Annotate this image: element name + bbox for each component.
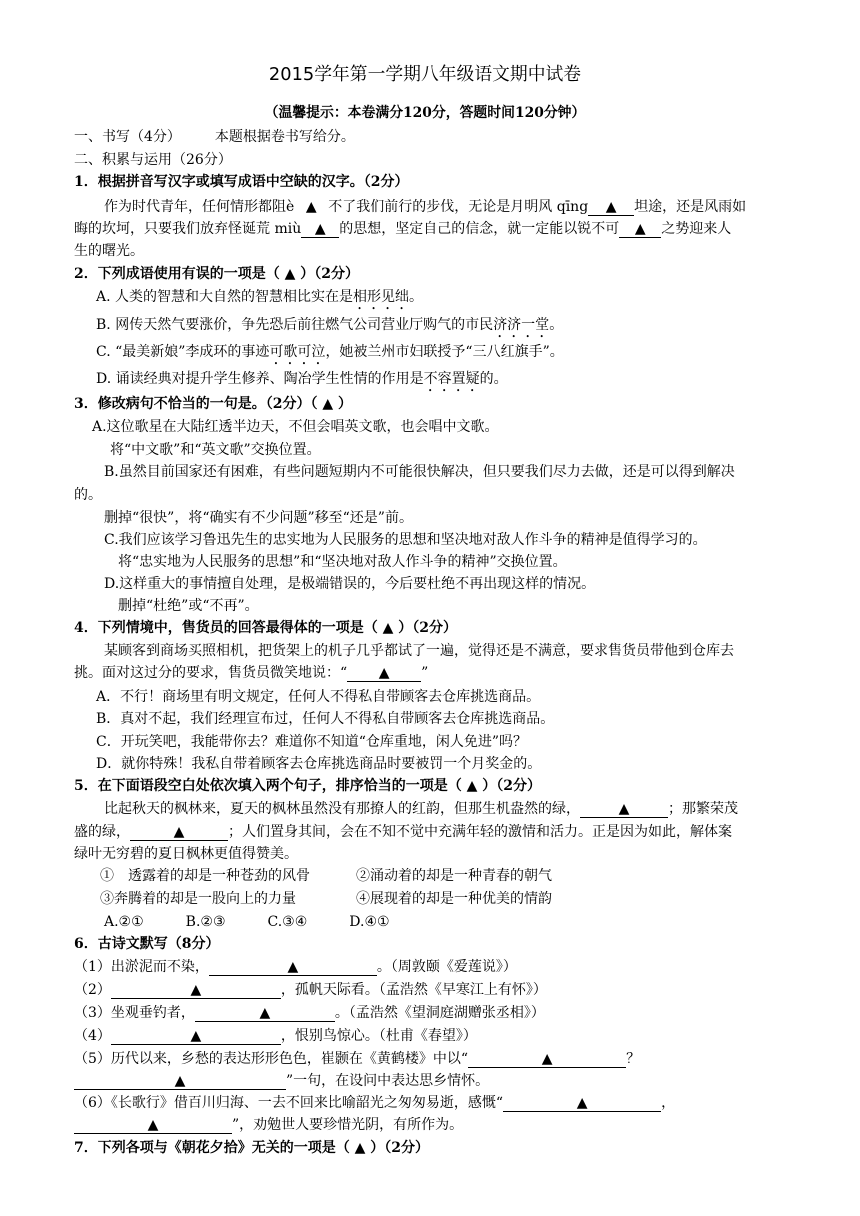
exam-note: （温馨提示：本卷满分120分，答题时间120分钟） [264, 105, 586, 121]
q4-option-a: A．不行！商场里有明文规定，任何人不得私自带顾客去仓库挑选商品。 [96, 689, 541, 705]
q1-blank-3[interactable]: ▲ [301, 222, 339, 238]
q1-stem: 1．根据拼音写汉字或填写成语中空缺的汉字。（2分） [74, 174, 409, 190]
q6-item-5: （5）历代以来，乡愁的表达形形色色，崔颢在《黄鹤楼》中以“ ▲ ？ [74, 1051, 641, 1067]
q5-stem: 5．在下面语段空白处依次填入两个句子，排序恰当的一项是（ ▲ ）（2分） [74, 778, 541, 794]
q6-item-6: （6）《长歌行》借百川归海、一去不回来比喻韶光之匆匆易逝，感慨“ ▲ ， [74, 1095, 676, 1111]
q6-blank-1[interactable]: ▲ [209, 960, 377, 976]
q6-blank-2[interactable]: ▲ [111, 983, 281, 999]
q5-passage-2: 盛的绿， ▲ ；人们置身其间，会在不知不觉中充满年轻的激情和活力。正是因为如此，解体案 [74, 824, 732, 840]
q6-item-2: （2） ▲ ，孤帆天际看。（孟浩然《早寒江上有怀》） [74, 982, 547, 998]
q5-passage-3: 绿叶无穷碧的夏日枫林更值得赞美。 [74, 846, 298, 862]
q3-option-a: A.这位歌星在大陆红透半边天，不但会唱英文歌，也会唱中文歌。 [92, 419, 499, 435]
q2-stem: 2．下列成语使用有误的一项是（ ▲ ）（2分） [74, 266, 359, 282]
q5-opt-4: ④展现着的却是一种优美的情韵 [356, 891, 552, 907]
q4-blank[interactable]: ▲ [347, 666, 421, 682]
q3-option-d: D.这样重大的事情擅自处理，是极端错误的，今后要杜绝不再出现这样的情况。 [104, 576, 596, 592]
q4-passage-2: 挑。面对这过分的要求，售货员微笑地说：“ ▲ ” [74, 665, 429, 681]
q6-item-6-cont: ▲ ”，劝勉世人要珍惜光阴，有所作为。 [74, 1116, 463, 1134]
q4-option-d: D．就你特殊！我私自带着顾客去仓库挑选商品时要被罚一个月奖金的。 [96, 756, 542, 772]
q5-opt-3: ③奔腾着的却是一股向上的力量 [100, 891, 296, 907]
q1-blank-2[interactable]: ▲ [588, 200, 634, 216]
q6-blank-4[interactable]: ▲ [111, 1029, 281, 1045]
q1-line-2: 晦的坎坷，只要我们放弃怪诞荒 miù ▲ 的思想，坚定自己的信念，就一定能以锐不可 ▲ 之势迎来人 [74, 221, 732, 237]
q3-option-b: B.虽然目前国家还有困难，有些问题短期内不可能很快解决，但只要我们尽力去做，还是可以得到解决 [104, 464, 735, 480]
q3-fix-b: 删掉“很快”，将“确实有不少问题”移至“还是”前。 [104, 510, 413, 526]
q4-option-b: B．真对不起，我们经理宣布过，任何人不得私自带顾客去仓库挑选商品。 [96, 711, 555, 727]
q5-passage-1: 比起秋天的枫林来，夏天的枫林虽然没有那撩人的红韵，但那生机盎然的绿， ▲ ；那繁荣茂 [104, 801, 738, 817]
q5-blank-2[interactable]: ▲ [130, 825, 228, 841]
q6-item-5-cont: ▲ ”一句，在设问中表达思乡情怀。 [74, 1072, 489, 1090]
q6-blank-6b[interactable]: ▲ [74, 1118, 232, 1134]
q5-choices: A.②① B.②③ C.③④ D.④① [104, 914, 390, 930]
q3-fix-a: 将“中文歌”和“英文歌”交换位置。 [110, 442, 321, 458]
q3-stem: 3．修改病句不恰当的一句是。（2分）（ ▲ ） [74, 396, 352, 412]
q2-option-c: C. “最美新娘”李成环的事迹可歌可泣，她被兰州市妇联授予“三八红旗手”。 [96, 344, 564, 360]
q3-fix-c: 将“忠实地为人民服务的思想”和“坚决地对敌人作斗争的精神”交换位置。 [118, 554, 567, 570]
q6-item-1: （1）出淤泥而不染， ▲ 。（周敦颐《爱莲说》） [74, 959, 517, 975]
q5-blank-1[interactable]: ▲ [580, 802, 668, 818]
q3-fix-d: 删掉“杜绝”或“不再”。 [118, 598, 259, 614]
q6-stem: 6．古诗文默写（8分） [74, 936, 220, 952]
q6-item-4: （4） ▲ ，恨别鸟惊心。（杜甫《春望》） [74, 1028, 477, 1044]
q6-item-3: （3）坐观垂钓者， ▲ 。（孟浩然《望洞庭湖赠张丞相》） [74, 1005, 545, 1021]
q3-option-b-cont: 的。 [74, 487, 102, 503]
q3-option-c: C.我们应该学习鲁迅先生的忠实地为人民服务的思想和坚决地对敌人作斗争的精神是值得学习的。 [104, 532, 707, 548]
section-1-desc: 本题根据卷书写给分。 [214, 129, 355, 145]
q1-line-3: 生的曙光。 [74, 243, 144, 259]
q4-option-c: C．开玩笑吧，我能带你去？难道你不知道“仓库重地，闲人免进”吗？ [96, 734, 528, 750]
q6-blank-6a[interactable]: ▲ [503, 1096, 661, 1112]
q1-blank-1[interactable]: ▲ [305, 199, 317, 215]
q1-line-1: 作为时代青年，任何情形都阻è ▲ 不了我们前行的步伐，无论是月明风 qīng ▲ 坦途，还是风雨如 [104, 199, 747, 215]
exam-title: 2015学年第一学期八年级语文期中试卷 [268, 64, 582, 85]
q6-blank-5a[interactable]: ▲ [468, 1052, 626, 1068]
q1-blank-4[interactable]: ▲ [619, 222, 661, 238]
q4-stem: 4．下列情境中，售货员的回答最得体的一项是（ ▲ ）（2分） [74, 620, 457, 636]
q5-opt-2: ②涌动着的却是一种青春的朝气 [356, 868, 552, 884]
q5-opt-1: ① 透露着的却是一种苍劲的风骨 [100, 868, 310, 884]
q6-blank-3[interactable]: ▲ [195, 1006, 335, 1022]
q2-option-d: D. 诵读经典对提升学生修养、陶冶学生性情的作用是不容置疑的。 [96, 371, 508, 387]
section-1-heading: 一、书写（4分） 本题根据卷书写给分。 [74, 129, 355, 145]
q7-stem: 7．下列各项与《朝花夕拾》无关的一项是（ ▲ ）（2分） [74, 1140, 429, 1156]
q4-passage-1: 某顾客到商场买照相机，把货架上的机子几乎都试了一遍，觉得还是不满意，要求售货员带他到仓库去 [104, 643, 734, 659]
section-2-heading: 二、积累与运用（26分） [74, 152, 232, 168]
q2-option-a: A. 人类的智慧和大自然的智慧相比实在是相形见绌。 [96, 289, 424, 305]
q6-blank-5b[interactable]: ▲ [74, 1074, 286, 1090]
q2-option-b: B. 网传天然气要涨价，争先恐后前往燃气公司营业厅购气的市民济济一堂。 [96, 317, 564, 333]
